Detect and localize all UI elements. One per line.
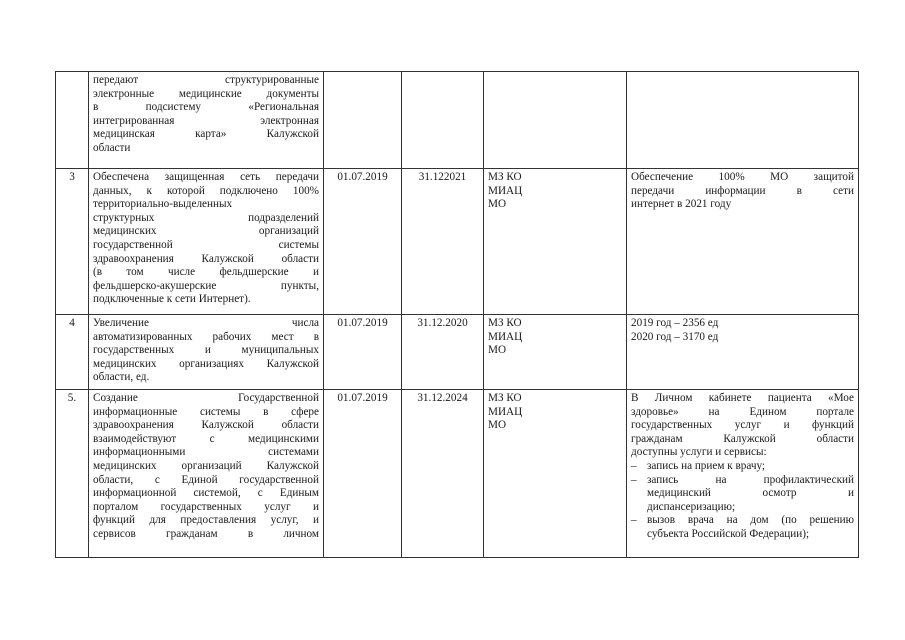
result: 2019 год – 2356 ед 2020 год – 3170 ед [627, 315, 859, 390]
list-item: – запись на профилактический медицинский осмотр и диспансеризацию; [631, 474, 854, 515]
row-number: 4 [56, 315, 89, 390]
responsible [484, 72, 627, 169]
start-date [324, 72, 402, 169]
list-item: – вызов врача на дом (по решению субъекта Российской Федерации); [631, 514, 854, 541]
end-date: 31.122021 [402, 169, 484, 315]
end-date: 31.12.2020 [402, 315, 484, 390]
table-row [56, 390, 859, 558]
responsible: МЗ КО МИАЦ МО [484, 315, 627, 390]
end-date: 31.12.2024 [402, 390, 484, 558]
result: Обеспечение 100% МО защитой передачи информации в сети интернет в 2021 году [627, 169, 859, 315]
table-row [56, 72, 859, 169]
result: В Личном кабинете пациента «Мое здоровье» на Едином портале государственных услуг и функций гражданам Калужской области доступны услуги и сервисы: – запись на прием к врачу; – запись на профилактический медицинский осмотр и диспансеризацию; – вызов врача на дом (по решению субъекта Российской Федерации); [627, 390, 859, 558]
start-date: 01.07.2019 [324, 315, 402, 390]
responsible: МЗ КО МИАЦ МО [484, 390, 627, 558]
row-number: 3 [56, 169, 89, 315]
measure-description: передают структурированные электронные медицинские документы в подсистему «Региональная интегрированная электронная медицинская карта» Калужской области [89, 72, 324, 169]
result [627, 72, 859, 169]
services-list [631, 460, 854, 542]
measure-description: Увеличение числа автоматизированных рабочих мест в государственных и муниципальных медицинских организациях Калужской области, ед. [89, 315, 324, 390]
start-date: 01.07.2019 [324, 390, 402, 558]
list-item: – запись на прием к врачу; [631, 460, 854, 474]
row-number: 5. [56, 390, 89, 558]
table-row [56, 169, 859, 315]
responsible: МЗ КО МИАЦ МО [484, 169, 627, 315]
table-row [56, 315, 859, 390]
row-number [56, 72, 89, 169]
table-body [56, 72, 859, 558]
start-date: 01.07.2019 [324, 169, 402, 315]
end-date [402, 72, 484, 169]
measure-description: Создание Государственной информационные системы в сфере здравоохранения Калужской области взаимодействуют с медицинскими информационными системами медицинских организаций Калужской области, с Единой государственной информационной системой, с Единым порталом государственных услуг и функций для предоставления услуг, и сервисов гражданам в личном [89, 390, 324, 558]
measures-table [55, 71, 859, 558]
measure-description: Обеспечена защищенная сеть передачи данных, к которой подключено 100% территориально-выделенных структурных подразделений медицинских организаций государственной системы здравоохранения Калужской области (в том числе фельдшерские и фельдшерско-акушерские пункты, подключенные к сети Интернет). [89, 169, 324, 315]
